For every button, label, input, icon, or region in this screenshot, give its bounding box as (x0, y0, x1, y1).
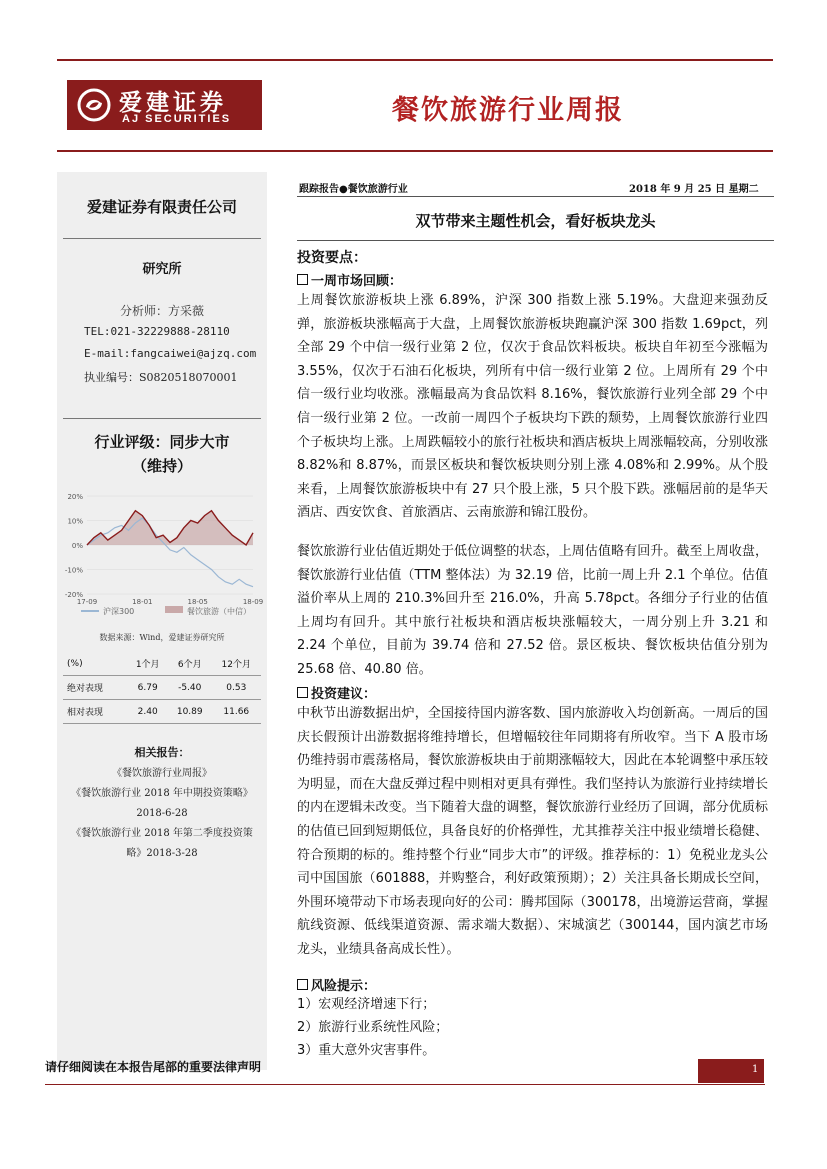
report-date: 2018 年 9 月 25 日 星期二 (629, 184, 759, 195)
logo-text-cn: 爱建证券 (119, 90, 227, 116)
table-row (63, 676, 261, 700)
legend-swatch-hs300 (81, 610, 99, 612)
checkbox-bullet-icon (297, 274, 308, 285)
logo-mark-icon (77, 88, 111, 122)
y-tick-label: -10% (64, 566, 83, 575)
table-cell: 相对表现 (63, 700, 127, 724)
sidebar (57, 172, 267, 1070)
header-rule-top (57, 59, 773, 61)
sidebar-divider (63, 238, 261, 239)
table-header-row (63, 652, 261, 676)
table-cell: 绝对表现 (63, 676, 127, 700)
x-tick-label: 18-09 (242, 598, 264, 606)
report-title: 餐饮旅游行业周报 (392, 95, 624, 126)
sidebar-divider (63, 418, 261, 419)
section-title-risk (297, 975, 376, 994)
company-name: 爱建证券有限责任公司 (86, 198, 237, 216)
related-report-item[interactable]: 《餐饮旅游行业 2018 年中期投资策略》 (71, 788, 253, 799)
performance-table (63, 652, 261, 724)
table-cell: 2.40 (127, 700, 167, 724)
section-title-text: 投资建议： (311, 687, 377, 702)
header-rule-bottom (57, 150, 773, 152)
chart-source: 数据来源：Wind，爱建证券研究所 (99, 633, 225, 642)
logo-text-en: AJ SECURITIES (122, 113, 232, 125)
related-report-item[interactable]: 《餐饮旅游行业周报》 (112, 768, 212, 779)
paragraph-valuation: 餐饮旅游行业估值近期处于低位调整的状态，上周估值略有回升。截至上周收盘，餐饮旅游行业估值（TTM 整体法）为 32.19 倍，比前一周上升 2.1 个单位。估值溢价率从上周的 210.3%回升至 216.0%，升高 5.78pct。各细分子行业的估值上周均有回升。其中旅行社板块和酒店板块涨幅较大，一周分别上升 3.21 和 2.24 个单位，目前为 39.74 倍和 27.52 倍。景区板块、餐饮板块估值分别为 25.68 倍、40.80 倍。 (297, 544, 768, 677)
series-area-catering (87, 511, 253, 545)
analyst-cert-number: 执业编号：S0820518070001 (84, 371, 238, 384)
chart-tick-labels (65, 493, 263, 606)
x-tick-label: 18-01 (132, 598, 153, 606)
chart-line-series (87, 511, 253, 587)
risk-item: 2）旅游行业系统性风险； (297, 1020, 449, 1035)
report-track: 跟踪报告●餐饮旅游行业 (299, 184, 408, 195)
subtitle-rule (297, 240, 774, 241)
legend-label-hs300: 沪深300 (103, 607, 135, 616)
table-row (63, 700, 261, 724)
table-header-cell: 6个月 (168, 652, 212, 676)
section-title-text: 风险提示： (311, 979, 377, 994)
legend-swatch-catering (165, 606, 183, 613)
company-logo (67, 80, 262, 130)
table-header-cell: 1个月 (127, 652, 167, 676)
footer-rule (45, 1084, 765, 1085)
report-subtitle: 双节带来主题性机会，看好板块龙头 (415, 212, 656, 230)
y-tick-label: -20% (64, 591, 83, 599)
legend-label-catering: 餐饮旅游（中信） (187, 607, 251, 616)
paragraph-investment-advice: 中秋节出游数据出炉，全国接待国内游客数、国内旅游收入均创新高。一周后的国庆长假预计出游数据将维持增长，但增幅较往年同期将有所收窄。当下 A 股市场仍维持弱市震荡格局，餐饮旅游板块由于前期涨幅较大，因此在本轮调整中承压较为明显，而在大盘反弹过程中则相对更具有弹性。我们坚持认为旅游行业持续增长的内在逻辑未改变。当下随着大盘的调整，餐饮旅游行业经历了回调，部分优质标的估值已回到短期低位，具备良好的价格弹性，尤其推荐关注中报业绩增长稳健、符合预期的标的。维持整个行业“同步大市”的评级。推荐标的：1）免税业龙头公司中国国旅（601888，并购整合，利好政策预期）；2）关注具备长期成长空间，外围环境带动下市场表现向好的公司：腾邦国际（300178，出境游运营商，掌握航线资源、低线渠道资源、需求端大数据）、宋城演艺（300144，国内演艺市场龙头，业绩具备高成长性）。 (297, 706, 768, 957)
chart-area-series (87, 511, 253, 545)
department-label: 研究所 (142, 262, 182, 277)
analyst-name: 分析师：方采薇 (119, 304, 204, 318)
section-title-investment-advice (297, 683, 376, 702)
section-title-market-review (297, 270, 402, 289)
table-cell: 0.53 (212, 676, 261, 700)
analyst-phone: TEL:021-32229888-28110 (84, 325, 230, 338)
table-cell: -5.40 (168, 676, 212, 700)
related-reports-title: 相关报告： (134, 746, 190, 759)
table-cell: 6.79 (127, 676, 167, 700)
legal-disclaimer: 请仔细阅读在本报告尾部的重要法律声明 (45, 1060, 262, 1074)
risk-item: 1）宏观经济增速下行； (297, 997, 436, 1012)
table-cell: 11.66 (212, 700, 261, 724)
page-number: 1 (752, 1064, 759, 1075)
key-points-title: 投资要点： (297, 250, 367, 266)
related-reports-list (57, 764, 267, 864)
table-cell: 10.89 (168, 700, 212, 724)
rating-line: 行业评级：同步大市 (94, 433, 230, 451)
related-report-item[interactable]: 略》2018-3-28 (126, 848, 198, 859)
rating-status: （维持） (131, 457, 192, 475)
industry-rating (57, 430, 267, 478)
analyst-email[interactable]: E-mail:fangcaiwei@ajzq.com (84, 347, 257, 360)
series-line-hs300 (87, 518, 253, 587)
related-report-date: 2018-6-28 (136, 808, 188, 819)
y-tick-label: 0% (71, 542, 83, 550)
checkbox-bullet-icon (297, 687, 308, 698)
track-rule (297, 196, 774, 197)
x-tick-label: 17-09 (76, 598, 98, 606)
risk-item: 3）重大意外灾害事件。 (297, 1043, 436, 1058)
table-header-cell: 12个月 (212, 652, 261, 676)
y-tick-label: 10% (67, 517, 83, 526)
x-tick-label: 18-05 (187, 598, 208, 606)
table-header-cell: (%) (63, 652, 127, 676)
paragraph-market-review: 上周餐饮旅游板块上涨 6.89%，沪深 300 指数上涨 5.19%。大盘迎来强劲反弹，旅游板块涨幅高于大盘，上周餐饮旅游板块跑赢沪深 300 指数 1.69pct，列全部 29 个中信一级行业第 2 位，仅次于食品饮料板块。板块自年初至今涨幅为 3.55%，仅次于石油石化板块，列所有中信一级行业第 2 位。上周所有 29 个中信一级行业均收涨。涨幅最高为食品饮料 8.16%，餐饮旅游行业列全部 29 个中信一级行业第 2 位。一改前一周四个子板块均下跌的颓势，上周餐饮旅游行业四个子板块均上涨。上周跌幅较小的旅行社板块和酒店板块上周涨幅较高，分别收涨 8.82%和 8.87%，而景区板块和餐饮板块则分别上涨 4.08%和 2.99%。从个股来看，上周餐饮旅游板块中有 27 只个股上涨，5 只个股下跌。涨幅居前的是华天酒店、西安饮食、首旅酒店、云南旅游和锦江股份。 (297, 293, 768, 521)
y-tick-label: 20% (67, 493, 83, 501)
section-title-text: 一周市场回顾： (311, 274, 403, 289)
checkbox-bullet-icon (297, 979, 308, 990)
related-report-item[interactable]: 《餐饮旅游行业 2018 年第二季度投资策 (71, 828, 253, 839)
